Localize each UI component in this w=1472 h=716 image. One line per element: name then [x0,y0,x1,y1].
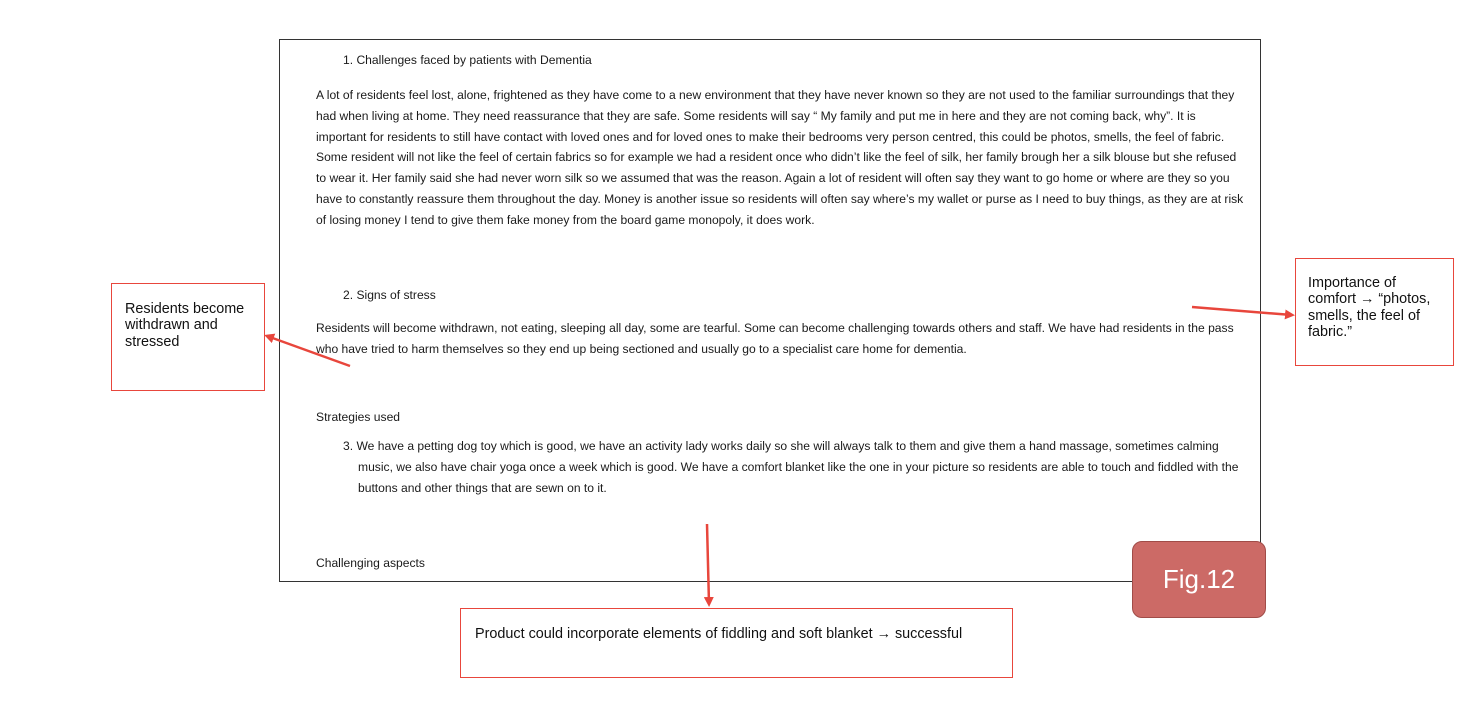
section2-heading: 2. Signs of stress [343,288,436,302]
strategies-heading: Strategies used [316,410,401,424]
right-arrow [1192,307,1292,315]
section3-item: 3. We have a petting dog toy which is good, we have an activity lady works daily so she will always talk to them and give them a hand massage, sometimes calming music, we also have chair yoga once a week which is good. We have a comfort blanket like the one in your picture so residents are able to touch and fiddled with the buttons and other things that are sewn on to it. [343,439,1239,495]
left-arrow [267,336,350,366]
bottom-arrow [707,524,709,604]
right-annotation-text: Importance of comfort → “photos, smells, the feel of fabric.” [1308,275,1431,341]
section2-body: Residents will become withdrawn, not eating, sleeping all day, some are tearful. Some can become challenging towards others and staff. We have had residents in the pass who have tried to harm themselves so they end up being sectioned and usually go to a specialist care home for dementia. [316,321,1234,356]
section1-body: A lot of residents feel lost, alone, frightened as they have come to a new environment that they have never known so they are not used to the familiar surroundings that they had when living at home. They need reassurance that they are safe. Some residents will say “ My family and put me in here and they are not coming back, why”. It is important for residents to still have contact with loved ones and for loved ones to make their bedrooms very person centred, this could be photos, smells, the feel of fabric. Some resident will not like the feel of certain fabrics so for example we had a resident once who didn’t like the feel of silk, her family brough her a silk blouse but she refused to wear it. Her family said she had never worn silk so we assumed that was the reason. Again a lot of resident will often say they want to go home or where are they so you have to constantly reassure them throughout the day. Money is another issue so residents will often say where’s my wallet or purse as I need to buy things, as they are at risk of losing money I tend to give them fake money from the board game monopoly, it does work. [316,88,1244,227]
left-annotation-text: Residents become withdrawn and stressed [125,301,245,350]
bottom-annotation-text: Product could incorporate elements of fiddling and soft blanket → successful [475,626,963,642]
section1-heading: 1. Challenges faced by patients with Dementia [343,53,592,67]
figure-label: Fig.12 [1162,564,1236,594]
challenging-heading: Challenging aspects [316,556,425,570]
